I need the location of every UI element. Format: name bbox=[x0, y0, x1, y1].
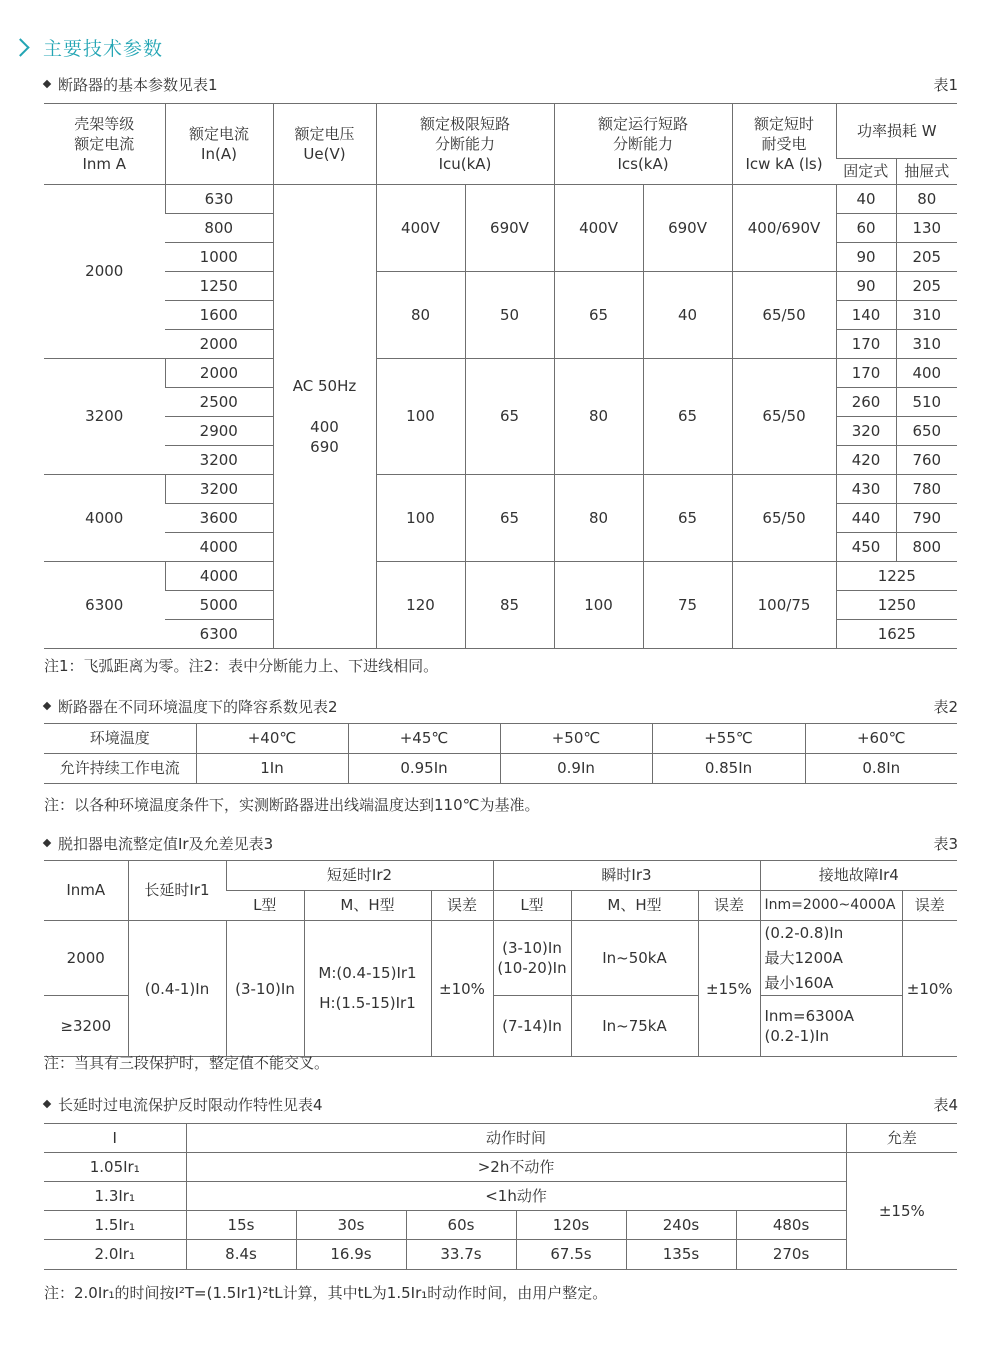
combined-loss-cell: 1225 bbox=[836, 562, 957, 591]
icu-cell: 65 bbox=[465, 359, 554, 475]
diamond-bullet-icon bbox=[43, 839, 51, 847]
header-i: I bbox=[44, 1124, 186, 1153]
allowed-current-cell: 1In bbox=[196, 754, 348, 784]
derating-table bbox=[44, 723, 957, 784]
header-ground-err: 误差 bbox=[902, 891, 957, 921]
time-cell: 240s bbox=[626, 1211, 736, 1240]
ics-cell: 80 bbox=[554, 359, 643, 475]
current-cell: 3200 bbox=[165, 446, 273, 475]
inst-l-cell: (3-10)In (10-20)In bbox=[493, 921, 571, 996]
current-multiple-cell: 1.5Ir₁ bbox=[44, 1211, 186, 1240]
ics-cell: 80 bbox=[554, 475, 643, 562]
temp-cell: +45℃ bbox=[348, 724, 500, 754]
current-cell: 800 bbox=[165, 214, 273, 243]
header-frame-current: 壳架等级 额定电流 Inm A bbox=[44, 104, 165, 185]
current-cell: 4000 bbox=[165, 562, 273, 591]
current-cell: 5000 bbox=[165, 591, 273, 620]
action-time-cell: >2h不动作 bbox=[186, 1153, 846, 1182]
temp-cell: +60℃ bbox=[805, 724, 957, 754]
drawout-loss-cell: 800 bbox=[896, 533, 957, 562]
diamond-bullet-icon bbox=[43, 702, 51, 710]
inst-mh-cell: In~50kA bbox=[571, 921, 698, 996]
header-drawout: 抽屉式 bbox=[896, 159, 957, 185]
time-cell: 33.7s bbox=[406, 1240, 516, 1270]
table3-heading bbox=[44, 832, 958, 854]
drawout-loss-cell: 130 bbox=[896, 214, 957, 243]
inverse-time-table bbox=[44, 1123, 957, 1270]
header-icu: 额定极限短路 分断能力 Icu(kA) bbox=[376, 104, 554, 185]
fixed-loss-cell: 90 bbox=[836, 272, 896, 301]
header-ground-fault: 接地故障Ir4 bbox=[760, 861, 957, 891]
drawout-loss-cell: 760 bbox=[896, 446, 957, 475]
header-short-l: L型 bbox=[226, 891, 304, 921]
icw-cell: 100/75 bbox=[732, 562, 836, 649]
icu-cell: 80 bbox=[376, 272, 465, 359]
drawout-loss-cell: 310 bbox=[896, 301, 957, 330]
icu-cell: 100 bbox=[376, 359, 465, 475]
current-cell: 6300 bbox=[165, 620, 273, 649]
table4-tag: 表4 bbox=[933, 1095, 958, 1114]
drawout-loss-cell: 790 bbox=[896, 504, 957, 533]
table4-heading bbox=[44, 1093, 958, 1115]
time-cell: 16.9s bbox=[296, 1240, 406, 1270]
fixed-loss-cell: 440 bbox=[836, 504, 896, 533]
current-cell: 1000 bbox=[165, 243, 273, 272]
table1-note: 注1：飞弧距离为零。注2：表中分断能力上、下进线相同。 bbox=[44, 657, 439, 675]
table2-title: 断路器在不同环境温度下的降容系数见表2 bbox=[58, 697, 338, 716]
combined-loss-cell: 1625 bbox=[836, 620, 957, 649]
time-cell: 120s bbox=[516, 1211, 626, 1240]
table3-title: 脱扣器电流整定值Ir及允差见表3 bbox=[58, 834, 274, 853]
current-cell: 3200 bbox=[165, 475, 273, 504]
diamond-bullet-icon bbox=[43, 1100, 51, 1108]
diamond-bullet-icon bbox=[43, 80, 51, 88]
fixed-loss-cell: 170 bbox=[836, 330, 896, 359]
allowed-current-label: 允许持续工作电流 bbox=[44, 754, 196, 784]
voltage-label-cell: 690V bbox=[643, 185, 732, 272]
ics-cell: 75 bbox=[643, 562, 732, 649]
ics-cell: 65 bbox=[643, 475, 732, 562]
ground-err-cell: ±10% bbox=[902, 921, 957, 1057]
current-multiple-cell: 1.05Ir₁ bbox=[44, 1153, 186, 1182]
icu-cell: 65 bbox=[465, 475, 554, 562]
frame-cell: 3200 bbox=[44, 359, 165, 475]
fixed-loss-cell: 170 bbox=[836, 359, 896, 388]
fixed-loss-cell: 260 bbox=[836, 388, 896, 417]
voltage-cell: AC 50Hz 400 690 bbox=[273, 185, 376, 649]
table1-tag: 表1 bbox=[933, 75, 958, 94]
current-cell: 3600 bbox=[165, 504, 273, 533]
drawout-loss-cell: 205 bbox=[896, 243, 957, 272]
header-action-time: 动作时间 bbox=[186, 1124, 846, 1153]
frame-cell: 4000 bbox=[44, 475, 165, 562]
temp-cell: +50℃ bbox=[500, 724, 652, 754]
allowed-current-cell: 0.85In bbox=[652, 754, 805, 784]
current-cell: 1600 bbox=[165, 301, 273, 330]
current-cell: 2000 bbox=[165, 359, 273, 388]
drawout-loss-cell: 510 bbox=[896, 388, 957, 417]
short-l-cell: (3-10)In bbox=[226, 921, 304, 1057]
header-short-err: 误差 bbox=[431, 891, 493, 921]
allowed-current-cell: 0.8In bbox=[805, 754, 957, 784]
drawout-loss-cell: 205 bbox=[896, 272, 957, 301]
allowed-current-cell: 0.9In bbox=[500, 754, 652, 784]
current-multiple-cell: 2.0Ir₁ bbox=[44, 1240, 186, 1270]
ground-cell: Inm=6300A (0.2-1)In bbox=[760, 996, 902, 1057]
ambient-temp-label: 环境温度 bbox=[44, 724, 196, 754]
combined-loss-cell: 1250 bbox=[836, 591, 957, 620]
inm-cell: 2000 bbox=[44, 921, 128, 996]
fixed-loss-cell: 420 bbox=[836, 446, 896, 475]
action-time-cell: <1h动作 bbox=[186, 1182, 846, 1211]
basic-parameters-table bbox=[44, 103, 957, 649]
ics-cell: 100 bbox=[554, 562, 643, 649]
header-long-delay: 长延时Ir1 bbox=[128, 861, 226, 921]
time-cell: 30s bbox=[296, 1211, 406, 1240]
frame-cell: 6300 bbox=[44, 562, 165, 649]
header-instantaneous: 瞬时Ir3 bbox=[493, 861, 760, 891]
icw-cell: 65/50 bbox=[732, 359, 836, 475]
fixed-loss-cell: 450 bbox=[836, 533, 896, 562]
table4-note: 注：2.0Ir₁的时间按I²T=(1.5Ir1)²tL计算，其中tL为1.5Ir₁时动作时间，由用户整定。 bbox=[44, 1284, 608, 1302]
table3-tag: 表3 bbox=[933, 834, 958, 853]
icu-cell: 50 bbox=[465, 272, 554, 359]
header-short-delay: 短延时Ir2 bbox=[226, 861, 493, 891]
voltage-label-cell: 400/690V bbox=[732, 185, 836, 272]
current-cell: 2500 bbox=[165, 388, 273, 417]
header-tolerance: 允差 bbox=[846, 1124, 957, 1153]
voltage-label-cell: 400V bbox=[376, 185, 465, 272]
section-header bbox=[14, 32, 163, 62]
time-cell: 135s bbox=[626, 1240, 736, 1270]
ics-cell: 65 bbox=[554, 272, 643, 359]
ics-cell: 40 bbox=[643, 272, 732, 359]
fixed-loss-cell: 140 bbox=[836, 301, 896, 330]
time-cell: 15s bbox=[186, 1211, 296, 1240]
inst-l-cell: (7-14)In bbox=[493, 996, 571, 1057]
header-short-mh: M、H型 bbox=[304, 891, 431, 921]
short-err-cell: ±10% bbox=[431, 921, 493, 1057]
icu-cell: 85 bbox=[465, 562, 554, 649]
header-ics: 额定运行短路 分断能力 Ics(kA) bbox=[554, 104, 732, 185]
long-delay-cell: (0.4-1)In bbox=[128, 921, 226, 1057]
short-mh-cell: M:(0.4-15)Ir1 H:(1.5-15)Ir1 bbox=[304, 921, 431, 1057]
header-icw: 额定短时 耐受电 Icw kA (ls) bbox=[732, 104, 836, 185]
inm-cell: ≥3200 bbox=[44, 996, 128, 1057]
table4-title: 长延时过电流保护反时限动作特性见表4 bbox=[58, 1095, 323, 1114]
current-cell: 4000 bbox=[165, 533, 273, 562]
time-cell: 67.5s bbox=[516, 1240, 626, 1270]
header-fixed: 固定式 bbox=[836, 159, 896, 185]
current-cell: 1250 bbox=[165, 272, 273, 301]
icu-cell: 100 bbox=[376, 475, 465, 562]
drawout-loss-cell: 310 bbox=[896, 330, 957, 359]
header-rated-voltage: 额定电压 Ue(V) bbox=[273, 104, 376, 185]
header-rated-current: 额定电流 In(A) bbox=[165, 104, 273, 185]
header-inm: InmA bbox=[44, 861, 128, 921]
drawout-loss-cell: 400 bbox=[896, 359, 957, 388]
time-cell: 480s bbox=[736, 1211, 846, 1240]
current-cell: 2900 bbox=[165, 417, 273, 446]
header-inst-mh: M、H型 bbox=[571, 891, 698, 921]
page-title: 主要技术参数 bbox=[43, 37, 164, 60]
drawout-loss-cell: 650 bbox=[896, 417, 957, 446]
time-cell: 60s bbox=[406, 1211, 516, 1240]
frame-cell: 2000 bbox=[44, 185, 165, 359]
table1-title: 断路器的基本参数见表1 bbox=[58, 75, 218, 94]
table2-tag: 表2 bbox=[933, 697, 958, 716]
current-cell: 2000 bbox=[165, 330, 273, 359]
icw-cell: 65/50 bbox=[732, 272, 836, 359]
header-inst-l: L型 bbox=[493, 891, 571, 921]
fixed-loss-cell: 90 bbox=[836, 243, 896, 272]
temp-cell: +40℃ bbox=[196, 724, 348, 754]
fixed-loss-cell: 60 bbox=[836, 214, 896, 243]
current-multiple-cell: 1.3Ir₁ bbox=[44, 1182, 186, 1211]
inst-err-cell: ±15% bbox=[698, 921, 760, 1057]
ground-cell: (0.2-0.8)In 最大1200A 最小160A bbox=[760, 921, 902, 996]
icu-cell: 120 bbox=[376, 562, 465, 649]
drawout-loss-cell: 780 bbox=[896, 475, 957, 504]
voltage-label-cell: 690V bbox=[465, 185, 554, 272]
fixed-loss-cell: 430 bbox=[836, 475, 896, 504]
allowed-current-cell: 0.95In bbox=[348, 754, 500, 784]
table2-heading bbox=[44, 695, 958, 717]
drawout-loss-cell: 80 bbox=[896, 185, 957, 214]
table2-note: 注：以各种环境温度条件下，实测断路器进出线端温度达到110℃为基准。 bbox=[44, 796, 540, 814]
header-inst-err: 误差 bbox=[698, 891, 760, 921]
fixed-loss-cell: 40 bbox=[836, 185, 896, 214]
table1-heading bbox=[44, 73, 958, 95]
time-cell: 8.4s bbox=[186, 1240, 296, 1270]
icw-cell: 65/50 bbox=[732, 475, 836, 562]
current-cell: 630 bbox=[165, 185, 273, 214]
chevron-right-icon bbox=[11, 38, 29, 56]
fixed-loss-cell: 320 bbox=[836, 417, 896, 446]
trip-setting-table bbox=[44, 860, 957, 1057]
inst-mh-cell: In~75kA bbox=[571, 996, 698, 1057]
header-power-loss: 功率损耗 W bbox=[836, 104, 957, 159]
time-cell: 270s bbox=[736, 1240, 846, 1270]
tolerance-cell: ±15% bbox=[846, 1153, 957, 1270]
table3-note: 注：当具有三段保护时，整定值不能交叉。 bbox=[44, 1054, 330, 1072]
temp-cell: +55℃ bbox=[652, 724, 805, 754]
header-ground-inm: Inm=2000~4000A bbox=[760, 891, 902, 921]
ics-cell: 65 bbox=[643, 359, 732, 475]
voltage-label-cell: 400V bbox=[554, 185, 643, 272]
